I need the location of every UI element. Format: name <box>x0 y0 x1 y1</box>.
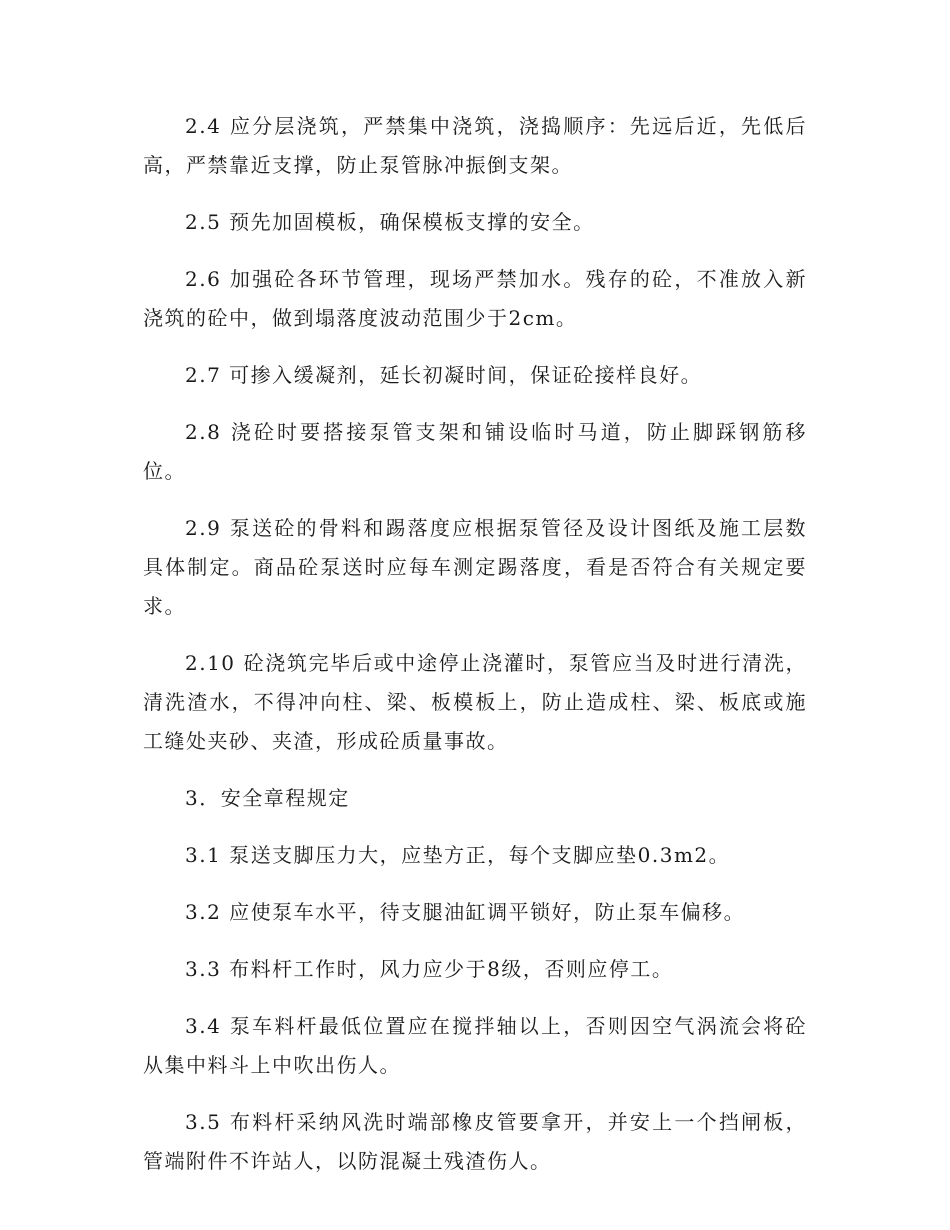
paragraph-2-6: 2.6 加强砼各环节管理，现场严禁加水。残存的砼，不准放入新浇筑的砼中，做到塌落度波动范围少于2cm。 <box>143 267 807 330</box>
paragraph-3-1: 3.1 泵送支脚压力大，应垫方正，每个支脚应垫0.3m2。 <box>185 843 731 867</box>
paragraph-3-3: 3.3 布料杆工作时，风力应少于8级，否则应停工。 <box>185 957 674 981</box>
paragraph-3-4: 3.4 泵车料杆最低位置应在搅拌轴以上，否则因空气涡流会将砼从集中料斗上中吹出伤人。 <box>143 1014 807 1077</box>
paragraph-3-5: 3.5 布料杆采纳风洗时端部橡皮管要拿开，并安上一个挡闸板，管端附件不许站人，以防混凝土残渣伤人。 <box>143 1110 807 1173</box>
paragraph-2-7: 2.7 可掺入缓凝剂，延长初凝时间，保证砼接样良好。 <box>185 363 703 387</box>
paragraph-2-4: 2.4 应分层浇筑，严禁集中浇筑，浇捣顺序：先远后近，先低后高，严禁靠近支撑，防止泵管脉冲振倒支架。 <box>143 114 807 177</box>
paragraph-3-2: 3.2 应使泵车水平，待支腿油缸调平锁好，防止泵车偏移。 <box>185 900 746 924</box>
section-heading-3: 3．安全章程规定 <box>185 786 350 810</box>
document-body <box>143 107 807 1199</box>
paragraph-2-9: 2.9 泵送砼的骨料和踢落度应根据泵管径及设计图纸及施工层数具体制定。商品砼泵送时应每车测定踢落度，看是否符合有关规定要求。 <box>143 516 807 618</box>
paragraph-2-8: 2.8 浇砼时要搭接泵管支架和铺设临时马道，防止脚踩钢筋移位。 <box>143 420 807 483</box>
paragraph-2-5: 2.5 预先加固模板，确保模板支撑的安全。 <box>185 210 595 234</box>
paragraph-2-10: 2.10 砼浇筑完毕后或中途停止浇灌时，泵管应当及时进行清洗，清洗渣水，不得冲向柱、梁、板模板上，防止造成柱、梁、板底或施工缝处夹砂、夹渣，形成砼质量事故。 <box>143 651 807 753</box>
